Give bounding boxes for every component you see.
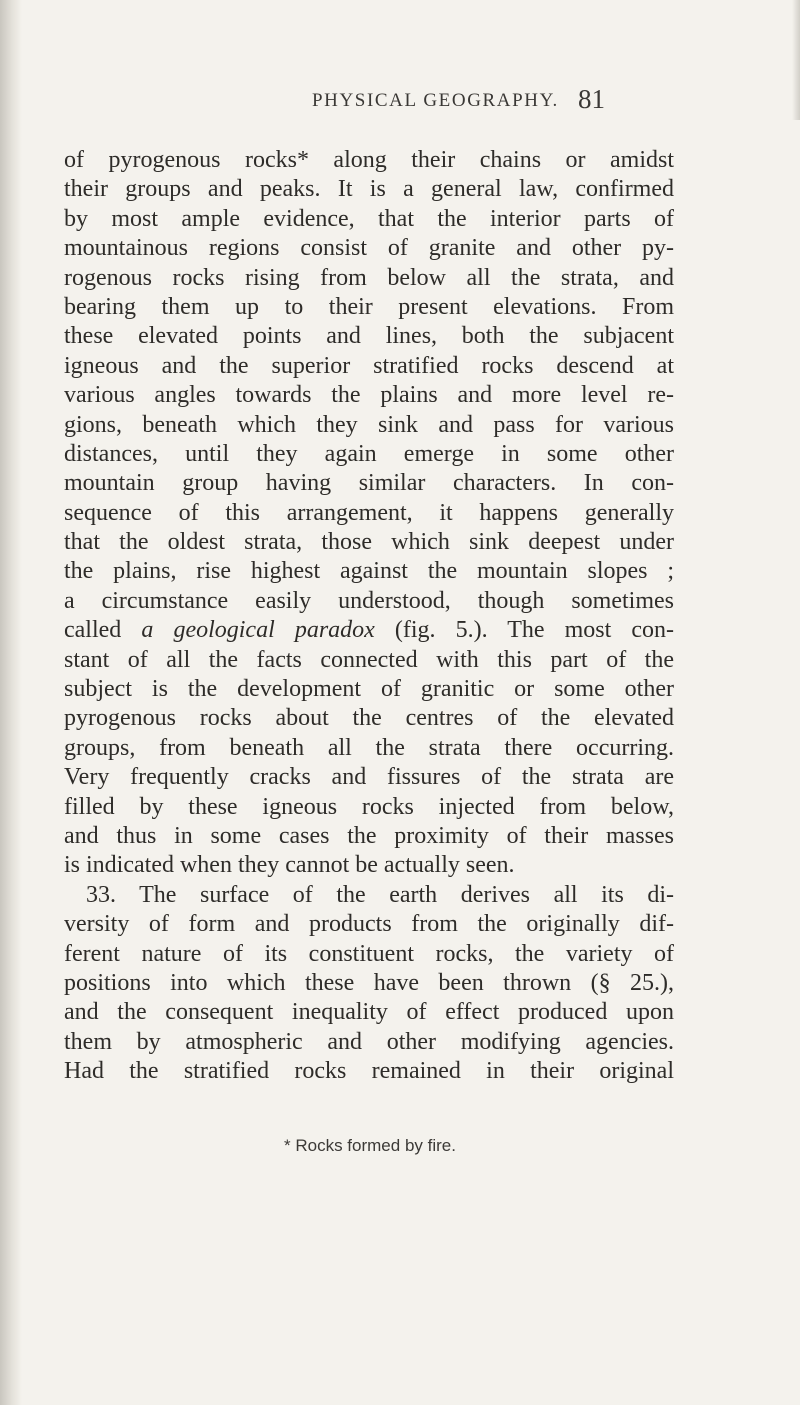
text-line: sequence of this arrangement, it happens generally: [64, 499, 674, 526]
text-line: stant of all the facts connected with this part of the: [64, 646, 674, 673]
text-line: and the consequent inequality of effect produced upon: [64, 999, 674, 1026]
text-line: rogenous rocks rising from below all the strata, and: [64, 264, 674, 291]
text-line: subject is the development of granitic or some other: [64, 676, 674, 703]
text-line: their groups and peaks. It is a general law, confirmed: [64, 176, 674, 203]
running-title: PHYSICAL GEOGRAPHY.: [312, 90, 559, 111]
text-line: is indicated when they cannot be actually seen.: [64, 852, 515, 879]
text-line: the plains, rise highest against the mountain slopes ;: [64, 558, 674, 585]
text-line: them by atmospheric and other modifying agencies.: [64, 1028, 674, 1055]
footnote-text: * Rocks formed by fire.: [284, 1136, 456, 1155]
text-line: distances, until they again emerge in some other: [64, 440, 674, 467]
text-line: pyrogenous rocks about the centres of the elevated: [64, 705, 674, 732]
text-line: of pyrogenous rocks* along their chains or amidst: [64, 147, 674, 173]
line-text-post: (fig. 5.). The most con-: [374, 617, 674, 644]
text-line: versity of form and products from the originally dif-: [64, 911, 674, 938]
text-line: igneous and the superior stratified rocks descend at: [64, 352, 674, 379]
text-line: mountainous regions consist of granite and other py-: [64, 235, 674, 262]
paragraph-start-line: 33. The surface of the earth derives all its di-: [86, 881, 674, 908]
text-line: groups, from beneath all the strata there occurring.: [64, 734, 674, 761]
text-line: gions, beneath which they sink and pass for various: [64, 411, 674, 438]
body-text: [64, 146, 674, 1087]
italic-phrase: a geological paradox: [141, 617, 375, 644]
page-number: 81: [578, 84, 605, 114]
running-header: [0, 84, 800, 114]
text-line: these elevated points and lines, both the subjacent: [64, 323, 674, 350]
footnote: [0, 1136, 800, 1156]
text-line: and thus in some cases the proximity of their masses: [64, 822, 674, 849]
text-line: that the oldest strata, those which sink deepest under: [64, 529, 674, 556]
text-line-with-italic: [64, 616, 674, 645]
text-line: bearing them up to their present elevations. From: [64, 293, 674, 320]
text-line: ferent nature of its constituent rocks, the variety of: [64, 940, 674, 967]
text-line: by most ample evidence, that the interior parts of: [64, 205, 674, 232]
text-line: various angles towards the plains and more level re-: [64, 382, 674, 409]
line-text-pre: called: [64, 617, 142, 644]
text-line: positions into which these have been thrown (§ 25.),: [64, 969, 674, 996]
text-line: Had the stratified rocks remained in their original: [64, 1058, 674, 1085]
text-line: filled by these igneous rocks injected from below,: [64, 793, 674, 820]
text-line: mountain group having similar characters. In con-: [64, 470, 674, 497]
binding-edge: [0, 0, 22, 1405]
text-line: Very frequently cracks and fissures of the strata are: [64, 764, 674, 791]
text-line: a circumstance easily understood, though sometimes: [64, 587, 674, 614]
